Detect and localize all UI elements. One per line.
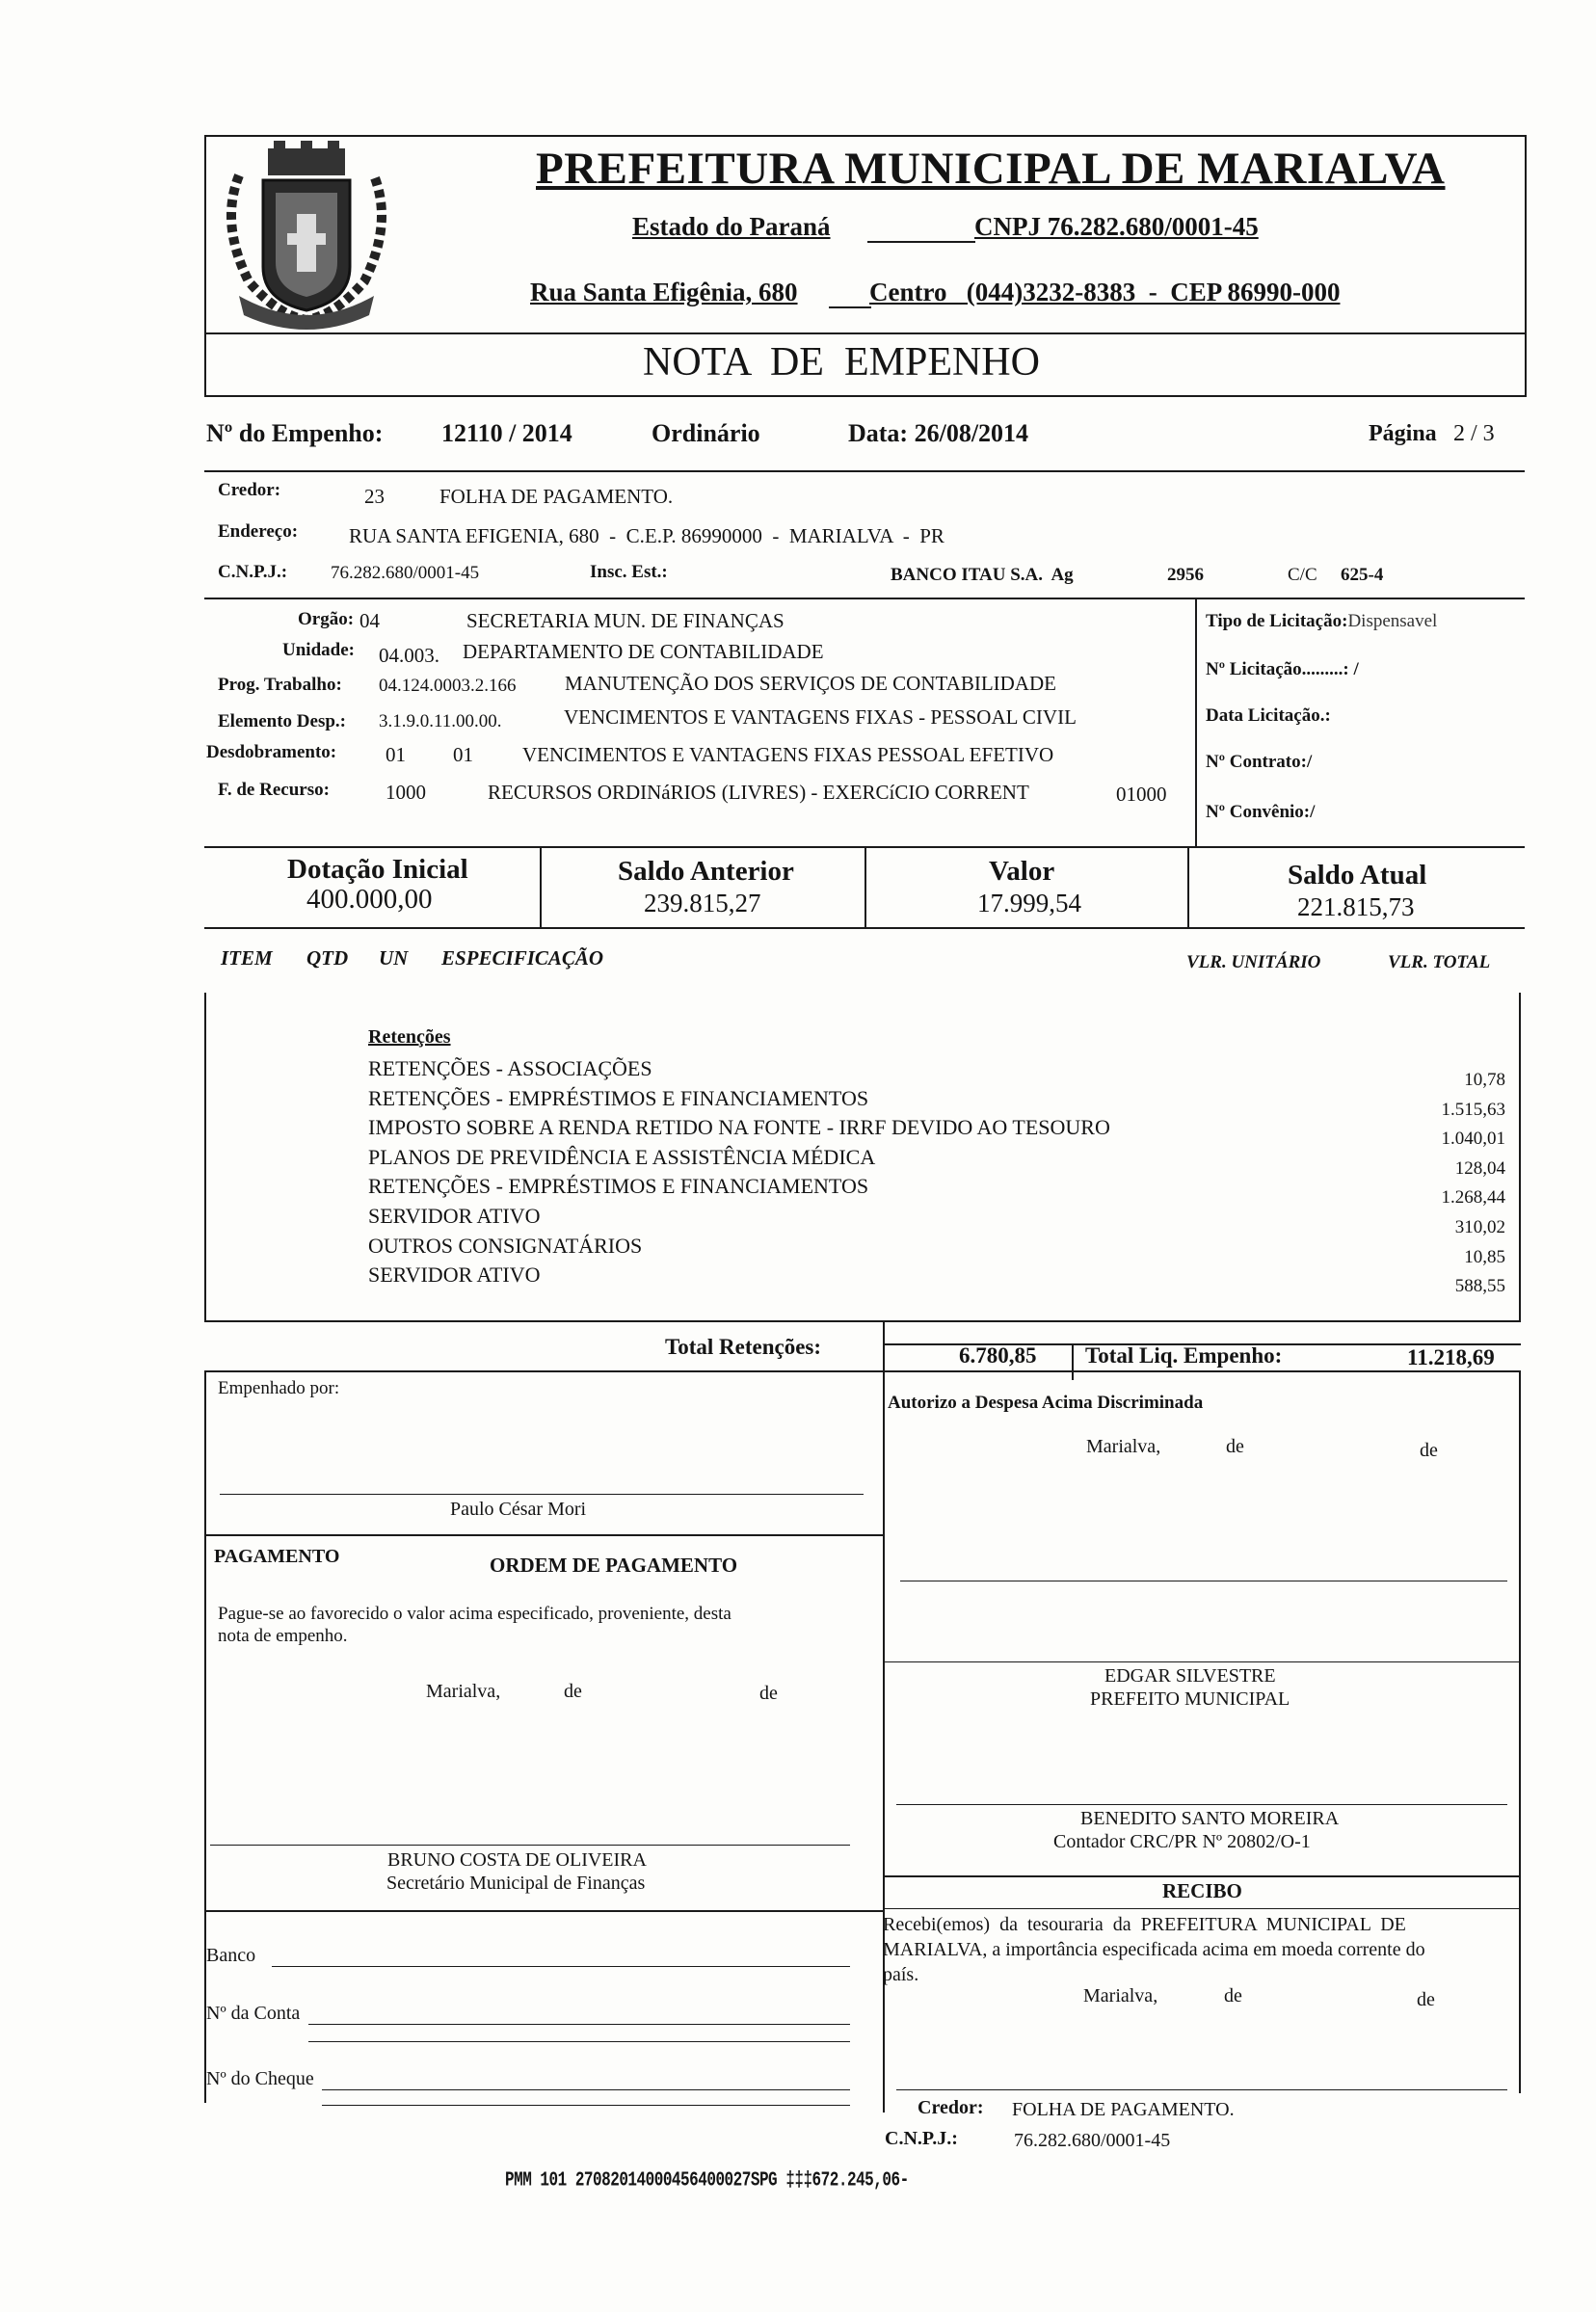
sig-right-border: [1519, 1370, 1521, 2093]
header-address: Rua Santa Efigênia, 680: [530, 278, 798, 306]
cc-label: C/C: [1288, 565, 1317, 585]
saldos-vline-2: [864, 848, 866, 927]
retencoes-list: [368, 1054, 1505, 1297]
list-item: [368, 1172, 1505, 1209]
retencao-value: 1.515,63: [1441, 1099, 1505, 1120]
retencao-value: 10,85: [1464, 1246, 1505, 1267]
licitacao-tipo-text: Tipo de Licitação:: [1206, 611, 1348, 631]
recibo-text-3: país.: [883, 1964, 919, 1985]
retencao-desc: IMPOSTO SOBRE A RENDA RETIDO NA FONTE - IRRF DEVIDO AO TESOURO: [368, 1115, 1110, 1140]
retencao-desc: SERVIDOR ATIVO: [368, 1262, 541, 1288]
orgao-code: 04: [359, 609, 380, 632]
total-liquido-value: 11.218,69: [1407, 1345, 1495, 1369]
secretario-name: BRUNO COSTA DE OLIVEIRA: [387, 1849, 647, 1871]
recurso-label: F. de Recurso:: [218, 780, 330, 800]
prog-name: MANUTENÇÃO DOS SERVIÇOS DE CONTABILIDADE: [565, 672, 1056, 695]
col-vlr-total: VLR. TOTAL: [1388, 952, 1491, 972]
unidade-name: DEPARTAMENTO DE CONTABILIDADE: [463, 640, 824, 663]
credor-code: 23: [364, 485, 385, 508]
pagamento-label: PAGAMENTO: [214, 1546, 340, 1567]
list-item: [368, 1202, 1505, 1237]
autorizo-de-2: de: [1420, 1440, 1438, 1461]
credor-address: RUA SANTA EFIGENIA, 680 - C.E.P. 86990000 - MARIALVA - PR: [349, 524, 944, 547]
retencao-value: 128,04: [1454, 1157, 1505, 1179]
licitacao-data: Data Licitação.:: [1206, 705, 1331, 726]
recibo-credor-name: FOLHA DE PAGAMENTO.: [1012, 2099, 1235, 2120]
recibo-box-top: [883, 1875, 1519, 1877]
retencao-desc: RETENÇÕES - EMPRÉSTIMOS E FINANCIAMENTOS: [368, 1085, 869, 1110]
conta-field-line: [308, 2024, 850, 2025]
empenho-date: Data: 26/08/2014: [848, 419, 1029, 447]
recibo-de-1: de: [1224, 1985, 1242, 2006]
dotacao-value: 400.000,00: [306, 884, 433, 915]
list-item: [368, 1054, 1505, 1090]
desdobramento-label: Desdobramento:: [206, 742, 337, 762]
cc-value: 625-4: [1341, 565, 1384, 585]
credor-cnpj: 76.282.680/0001-45: [331, 563, 480, 583]
credor-label: Credor:: [218, 480, 281, 500]
header-state: Estado do Paraná: [632, 212, 831, 241]
saldo-anterior-label: Saldo Anterior: [618, 856, 794, 887]
empenho-label: Nº do Empenho:: [206, 419, 384, 447]
prog-label: Prog. Trabalho:: [218, 675, 342, 695]
contador-name: BENEDITO SANTO MOREIRA: [1080, 1808, 1340, 1829]
empenhado-name: Paulo César Mori: [450, 1499, 587, 1520]
recibo-cnpj-label: C.N.P.J.:: [885, 2128, 958, 2149]
licitacao-tipo-value: Dispensavel: [1347, 611, 1438, 631]
unidade-label: Unidade:: [282, 640, 355, 660]
retencao-value: 1.040,01: [1441, 1129, 1505, 1150]
recibo-text-2: MARIALVA, a importância especificada acima em moeda corrente do: [883, 1939, 1425, 1960]
pagamento-marialva: Marialva,: [426, 1681, 501, 1702]
items-right-border: [1519, 993, 1521, 1320]
unidade-code: 04.003.: [379, 644, 439, 667]
list-item: [368, 1113, 1505, 1150]
elemento-name: VENCIMENTOS E VANTAGENS FIXAS - PESSOAL CIVIL: [564, 705, 1077, 729]
pague-text-1: Pague-se ao favorecido o valor acima especificado, proveniente, desta: [218, 1604, 732, 1624]
credor-divider: [204, 598, 1525, 599]
col-item: ITEM: [221, 946, 273, 970]
elemento-code: 3.1.9.0.11.00.00.: [379, 711, 502, 731]
bank-agency: 2956: [1167, 565, 1204, 585]
saldo-atual-value: 221.815,73: [1297, 892, 1415, 921]
retencoes-heading: Retenções: [368, 1026, 451, 1048]
contador-title: Contador CRC/PR Nº 20802/O-1: [1053, 1831, 1311, 1852]
list-item: [368, 1084, 1505, 1120]
prefeito-box-top: [883, 1661, 1519, 1662]
prefeito-name: EDGAR SILVESTRE: [1104, 1665, 1276, 1687]
totals-vline-2: [1072, 1343, 1074, 1380]
col-especificacao: ESPECIFICAÇÃO: [441, 946, 604, 970]
list-item: [368, 1143, 1505, 1179]
desdobramento-code-1: 01: [386, 743, 406, 766]
saldo-atual-label: Saldo Atual: [1288, 860, 1427, 890]
secretario-signature-line: [210, 1845, 850, 1846]
empenho-number: 12110 / 2014: [441, 419, 572, 447]
totals-bottom-line: [204, 1370, 1521, 1372]
banco-section-top: [204, 1910, 883, 1912]
header-title: PREFEITURA MUNICIPAL DE MARIALVA: [536, 144, 1446, 194]
desdobramento-name: VENCIMENTOS E VANTAGENS FIXAS PESSOAL EFETIVO: [522, 743, 1054, 766]
recibo-cnpj-value: 76.282.680/0001-45: [1014, 2130, 1171, 2151]
coat-of-arms-logo: [210, 137, 403, 330]
page-label: Página: [1369, 421, 1437, 446]
orgao-label: Orgão:: [298, 609, 355, 629]
saldos-divider: [204, 927, 1525, 929]
conta-label: Nº da Conta: [206, 2003, 301, 2024]
endereco-label: Endereço:: [218, 521, 299, 542]
retencao-value: 588,55: [1454, 1276, 1505, 1297]
col-qtd: QTD: [306, 946, 349, 970]
prog-code: 04.124.0003.2.166: [379, 676, 517, 696]
retencao-desc: OUTROS CONSIGNATÁRIOS: [368, 1233, 643, 1258]
saldos-vline-3: [1187, 848, 1189, 927]
footer-barcode-text: PMM 101 27082014000456400027SPG ‡‡‡672.245,06-: [505, 2168, 909, 2192]
recurso-code: 1000: [386, 781, 426, 804]
sig-left-border: [204, 1370, 206, 2103]
pagamento-de-2: de: [759, 1683, 778, 1704]
header-contact: Centro (044)3232-8383 - CEP 86990-000: [869, 278, 1341, 306]
recibo-marialva: Marialva,: [1083, 1985, 1158, 2006]
empenhado-por-label: Empenhado por:: [218, 1378, 340, 1398]
banco-label: Banco: [206, 1945, 256, 1966]
pagamento-de-1: de: [564, 1681, 582, 1702]
empenho-divider: [204, 470, 1525, 472]
recibo-title-line: [883, 1908, 1519, 1909]
recibo-signature-line: [896, 2089, 1507, 2090]
retencao-desc: RETENÇÕES - ASSOCIAÇÕES: [368, 1056, 652, 1080]
empenhado-signature-line: [220, 1494, 864, 1495]
insc-label: Insc. Est.:: [590, 562, 668, 582]
page-value: 2 / 3: [1453, 421, 1495, 446]
autorizo-text: Autorizo a Despesa Acima Discriminada: [888, 1393, 1204, 1413]
saldo-anterior-value: 239.815,27: [644, 889, 761, 917]
saldos-vline-1: [540, 848, 542, 927]
autorizo-de-1: de: [1226, 1436, 1244, 1457]
sig-middle-border: [883, 1370, 885, 2113]
col-un: UN: [379, 946, 409, 970]
retencao-value: 1.268,44: [1441, 1187, 1505, 1209]
cnpj-label: C.N.P.J.:: [218, 562, 288, 582]
header-divider: [204, 332, 1525, 334]
convenio-number: Nº Convênio:/: [1206, 802, 1316, 822]
total-retencoes-label: Total Retenções:: [665, 1335, 822, 1359]
ordem-pagamento-label: ORDEM DE PAGAMENTO: [490, 1554, 738, 1577]
elemento-label: Elemento Desp.:: [218, 711, 346, 731]
col-vlr-unitario: VLR. UNITÁRIO: [1186, 952, 1321, 972]
total-retencoes-value: 6.780,85: [959, 1343, 1037, 1368]
retencao-desc: PLANOS DE PREVIDÊNCIA E ASSISTÊNCIA MÉDICA: [368, 1144, 876, 1169]
desdobramento-code-2: 01: [453, 743, 473, 766]
banco-field-line: [272, 1966, 850, 1967]
credor-name: FOLHA DE PAGAMENTO.: [439, 485, 674, 508]
valor-value: 17.999,54: [977, 889, 1081, 917]
header-state-underline: [867, 241, 975, 243]
recibo-label: RECIBO: [1162, 1879, 1242, 1902]
cheque-field-line-2: [322, 2105, 850, 2106]
autorizo-marialva: Marialva,: [1086, 1436, 1161, 1457]
list-item: [368, 1232, 1505, 1267]
orgao-name: SECRETARIA MUN. DE FINANÇAS: [466, 609, 785, 632]
recurso-code-2: 01000: [1116, 783, 1167, 806]
contrato-number: Nº Contrato:/: [1206, 752, 1313, 772]
retencao-value: 10,78: [1464, 1070, 1505, 1090]
bank-name: BANCO ITAU S.A. Ag: [891, 565, 1074, 585]
cheque-label: Nº do Cheque: [206, 2068, 314, 2089]
list-item: [368, 1261, 1505, 1297]
secretario-title: Secretário Municipal de Finanças: [386, 1873, 646, 1894]
dotacao-label: Dotação Inicial: [287, 854, 468, 885]
licitacao-numero: Nº Licitação.........: /: [1206, 659, 1359, 679]
conta-field-line-2: [308, 2041, 850, 2042]
pagamento-top-line: [204, 1534, 883, 1536]
retencao-desc: SERVIDOR ATIVO: [368, 1203, 541, 1228]
items-left-border: [204, 993, 206, 1320]
prefeito-title: PREFEITO MUNICIPAL: [1090, 1688, 1290, 1710]
licitacao-vertical-divider: [1195, 598, 1197, 846]
empenho-type: Ordinário: [652, 419, 760, 447]
recibo-credor-label: Credor:: [918, 2097, 984, 2118]
valor-label: Valor: [989, 856, 1055, 887]
retencao-desc: RETENÇÕES - EMPRÉSTIMOS E FINANCIAMENTOS: [368, 1174, 869, 1199]
licitacao-tipo-label: [1206, 611, 1437, 632]
recurso-name: RECURSOS ORDINáRIOS (LIVRES) - EXERCíCIO CORRENT: [488, 781, 1029, 804]
contador-signature-line: [896, 1804, 1507, 1805]
header-cnpj: CNPJ 76.282.680/0001-45: [974, 212, 1259, 241]
cheque-field-line: [322, 2089, 850, 2090]
total-liquido-label: Total Liq. Empenho:: [1085, 1343, 1283, 1368]
header-address-underline: [829, 306, 871, 308]
retencao-value: 310,02: [1454, 1216, 1505, 1237]
items-bottom-border: [204, 1320, 1521, 1322]
document-title: NOTA DE EMPENHO: [643, 340, 1040, 385]
pague-text-2: nota de empenho.: [218, 1626, 348, 1646]
recibo-de-2: de: [1417, 1989, 1435, 2010]
recibo-text-1: Recebi(emos) da tesouraria da PREFEITURA MUNICIPAL DE: [883, 1914, 1406, 1935]
